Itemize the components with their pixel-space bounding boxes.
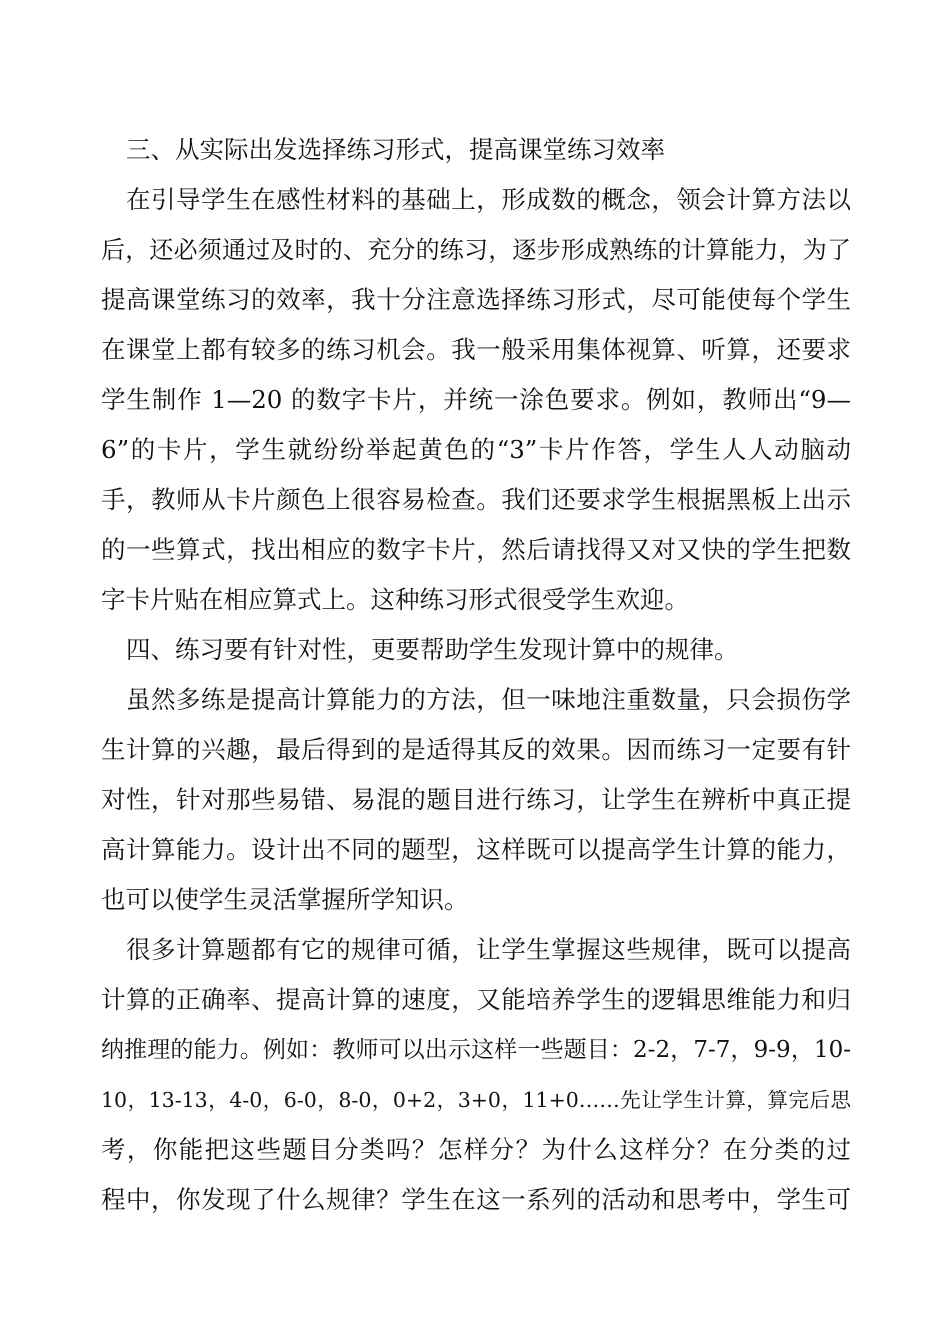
text-line: 考，你能把这些题目分类吗？怎样分？为什么这样分？在分类的过 (101, 1135, 851, 1164)
text-line: 的一些算式，找出相应的数字卡片，然后请找得又对又快的学生把数 (101, 535, 851, 564)
text-line: 也可以使学生灵活掌握所学知识。 (101, 885, 469, 914)
text-line: 对性，针对那些易错、易混的题目进行练习，让学生在辨析中真正提 (101, 785, 851, 814)
text-line: 在引导学生在感性材料的基础上，形成数的概念，领会计算方法以 (126, 185, 851, 214)
section-heading-4: 四、练习要有针对性，更要帮助学生发现计算中的规律。 (126, 635, 739, 664)
text-line: 纳推理的能力。例如：教师可以出示这样一些题目：2-2，7-7，9-9，10- (101, 1037, 851, 1063)
text-line: 计算的正确率、提高计算的速度，又能培养学生的逻辑思维能力和归 (101, 985, 851, 1014)
text-line: 后，还必须通过及时的、充分的练习，逐步形成熟练的计算能力，为了 (101, 236, 851, 264)
text-line: 手，教师从卡片颜色上很容易检查。我们还要求学生根据黑板上出示 (101, 485, 851, 514)
text-line: 学生制作 1—20 的数字卡片，并统一涂色要求。例如，教师出“9— (101, 385, 851, 414)
text-line: 程中，你发现了什么规律？学生在这一系列的活动和思考中，学生可 (101, 1185, 851, 1214)
text-line: 字卡片贴在相应算式上。这种练习形式很受学生欢迎。 (101, 585, 689, 614)
text-line: 提高课堂练习的效率，我十分注意选择练习形式，尽可能使每个学生 (101, 285, 851, 314)
text-line: 在课堂上都有较多的练习机会。我一般采用集体视算、听算，还要求 (101, 335, 851, 364)
section-heading-3: 三、从实际出发选择练习形式，提高课堂练习效率 (126, 135, 665, 164)
text-line: 10，13-13，4-0，6-0，8-0，0+2，3+0，11+0……先让学生计算，算完后思 (101, 1088, 851, 1112)
text-line: 虽然多练是提高计算能力的方法，但一味地注重数量，只会损伤学 (126, 685, 851, 714)
text-line: 生计算的兴趣，最后得到的是适得其反的效果。因而练习一定要有针 (101, 735, 851, 764)
text-line: 高计算能力。设计出不同的题型，这样既可以提高学生计算的能力， (101, 835, 851, 864)
text-line: 很多计算题都有它的规律可循，让学生掌握这些规律，既可以提高 (126, 935, 851, 964)
text-line: 6”的卡片，学生就纷纷举起黄色的“3”卡片作答，学生人人动脑动 (101, 435, 851, 464)
